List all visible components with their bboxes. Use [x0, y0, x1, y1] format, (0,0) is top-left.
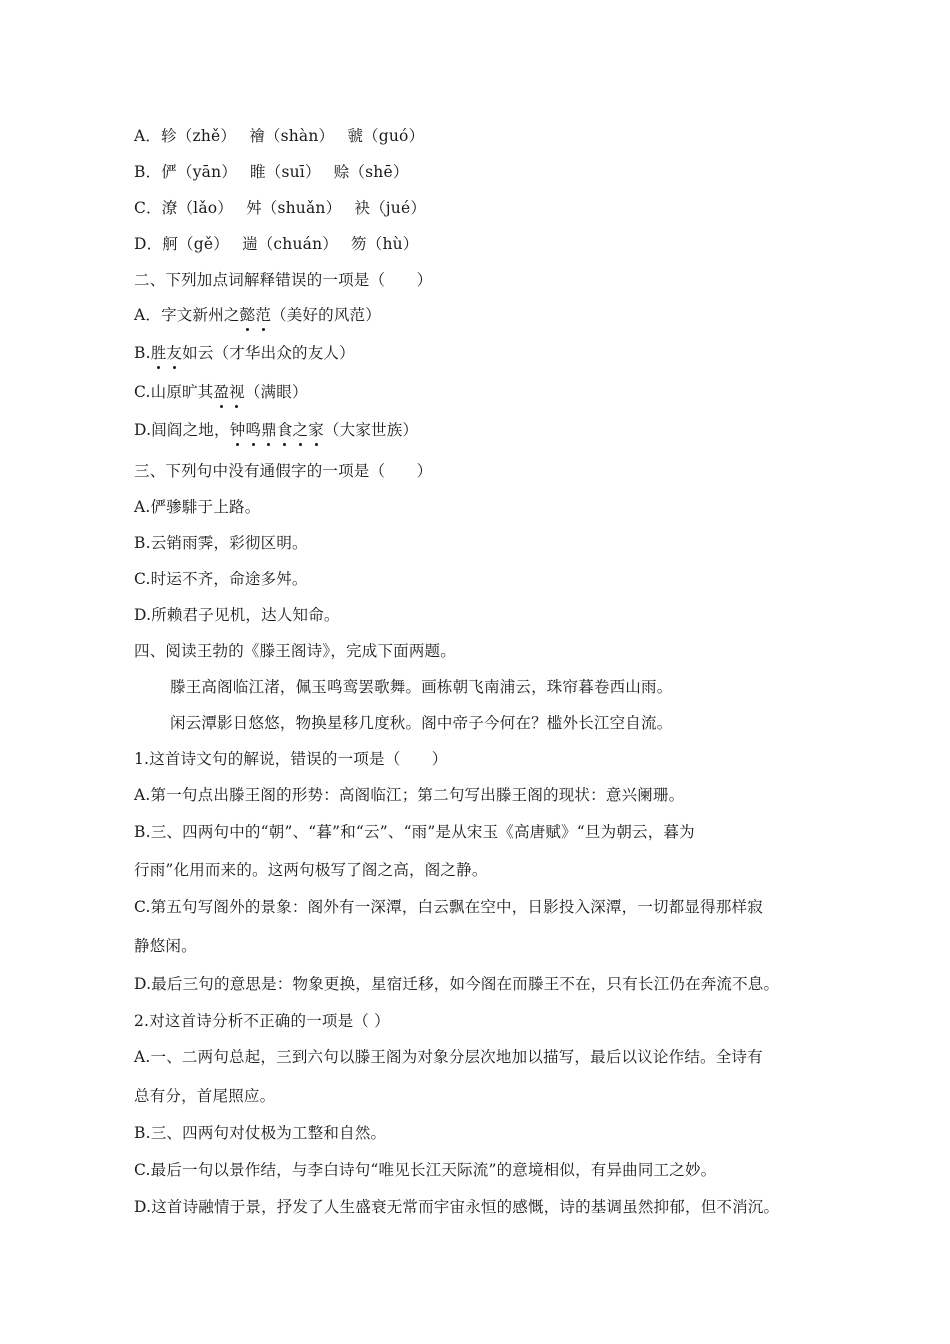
dotted-char: 家: [308, 421, 324, 439]
dotted-char: 懿: [239, 306, 256, 324]
dotted-char: 鸣: [245, 421, 262, 439]
option-line: C．潦（lǎo） 舛（shuǎn） 袂（jué）: [134, 199, 427, 217]
dotted-char: 胜: [150, 344, 167, 362]
option-line: A.一、二两句总起，三到六句以滕王阁为对象分层次地加以描写，最后以议论作结。全诗有: [134, 1048, 763, 1066]
dotted-char: 钟: [229, 421, 246, 439]
option-line: B．俨（yān） 睢（suī） 赊（shē）: [134, 163, 409, 181]
text-segment: B.: [134, 344, 151, 362]
option-line: D.所赖君子见机，达人知命。: [134, 606, 340, 624]
dotted-char: 之: [292, 421, 309, 439]
poem-line: 闲云潭影日悠悠，物换星移几度秋。阁中帝子今何在？槛外长江空自流。: [170, 714, 673, 732]
text-segment: D.闾阎之地，: [134, 421, 230, 439]
option-line-continued: 总有分，首尾照应。: [134, 1087, 276, 1105]
option-line: [134, 304, 381, 326]
text-segment: （满眼）: [244, 383, 308, 401]
option-line: B.三、四两句中的“朝”、“暮”和“云”、“雨”是从宋玉《高唐赋》“旦为朝云，暮为: [134, 823, 695, 841]
option-line: [134, 342, 355, 364]
text-segment: A．字文新州之: [134, 306, 240, 324]
option-line: [134, 381, 308, 403]
question-heading: 2.对这首诗分析不正确的一项是（ ）: [134, 1012, 390, 1030]
poem-line: 滕王高阁临江渚，佩玉鸣鸾罢歌舞。画栋朝飞南浦云，珠帘暮卷西山雨。: [170, 678, 673, 696]
dotted-char: 范: [255, 306, 272, 324]
dotted-char: 盈: [213, 383, 230, 401]
option-line: A.俨骖騑于上路。: [134, 498, 261, 516]
dotted-char: 鼎: [261, 421, 277, 439]
text-segment: （美好的风范）: [271, 306, 381, 324]
option-line: A．轸（zhě） 禬（shàn） 虢（guó）: [134, 127, 425, 145]
question-heading: 二、下列加点词解释错误的一项是（ ）: [134, 271, 433, 289]
dotted-char: 友: [166, 344, 183, 362]
option-line: A.第一句点出滕王阁的形势：高阁临江；第二句写出滕王阁的现状：意兴阑珊。: [134, 786, 685, 804]
question-heading: 1.这首诗文句的解说，错误的一项是（ ）: [134, 750, 448, 768]
option-line: D.最后三句的意思是：物象更换，星宿迁移，如今阁在而滕王不在，只有长江仍在奔流不息。: [134, 975, 780, 993]
option-line-continued: 行雨”化用而来的。这两句极写了阁之高，阁之静。: [134, 861, 488, 879]
option-line: C.时运不齐，命途多舛。: [134, 570, 308, 588]
option-line: B.三、四两句对仗极为工整和自然。: [134, 1124, 387, 1142]
option-line: D.这首诗融情于景，抒发了人生盛衰无常而宇宙永恒的感慨，诗的基调虽然抑郁，但不消沉。: [134, 1198, 780, 1216]
dotted-char: 视: [229, 383, 245, 401]
option-line-continued: 静悠闲。: [134, 937, 197, 955]
question-heading: 四、阅读王勃的《滕王阁诗》，完成下面两题。: [134, 642, 456, 660]
text-segment: （大家世族）: [323, 421, 419, 439]
option-line: [134, 419, 418, 441]
dotted-char: 食: [276, 421, 293, 439]
option-line: C.最后一句以景作结，与李白诗句“唯见长江天际流”的意境相似，有异曲同工之妙。: [134, 1161, 717, 1179]
option-line: B.云销雨霁，彩彻区明。: [134, 534, 308, 552]
question-heading: 三、下列句中没有通假字的一项是（ ）: [134, 462, 433, 480]
text-segment: C.山原旷其: [134, 383, 214, 401]
option-line: D．舸（gě） 遄（chuán） 笏（hù）: [134, 235, 419, 253]
option-line: C.第五句写阁外的景象：阁外有一深潭，白云飘在空中，日影投入深潭，一切都显得那样寂: [134, 898, 763, 916]
text-segment: 如云（才华出众的友人）: [182, 344, 355, 362]
